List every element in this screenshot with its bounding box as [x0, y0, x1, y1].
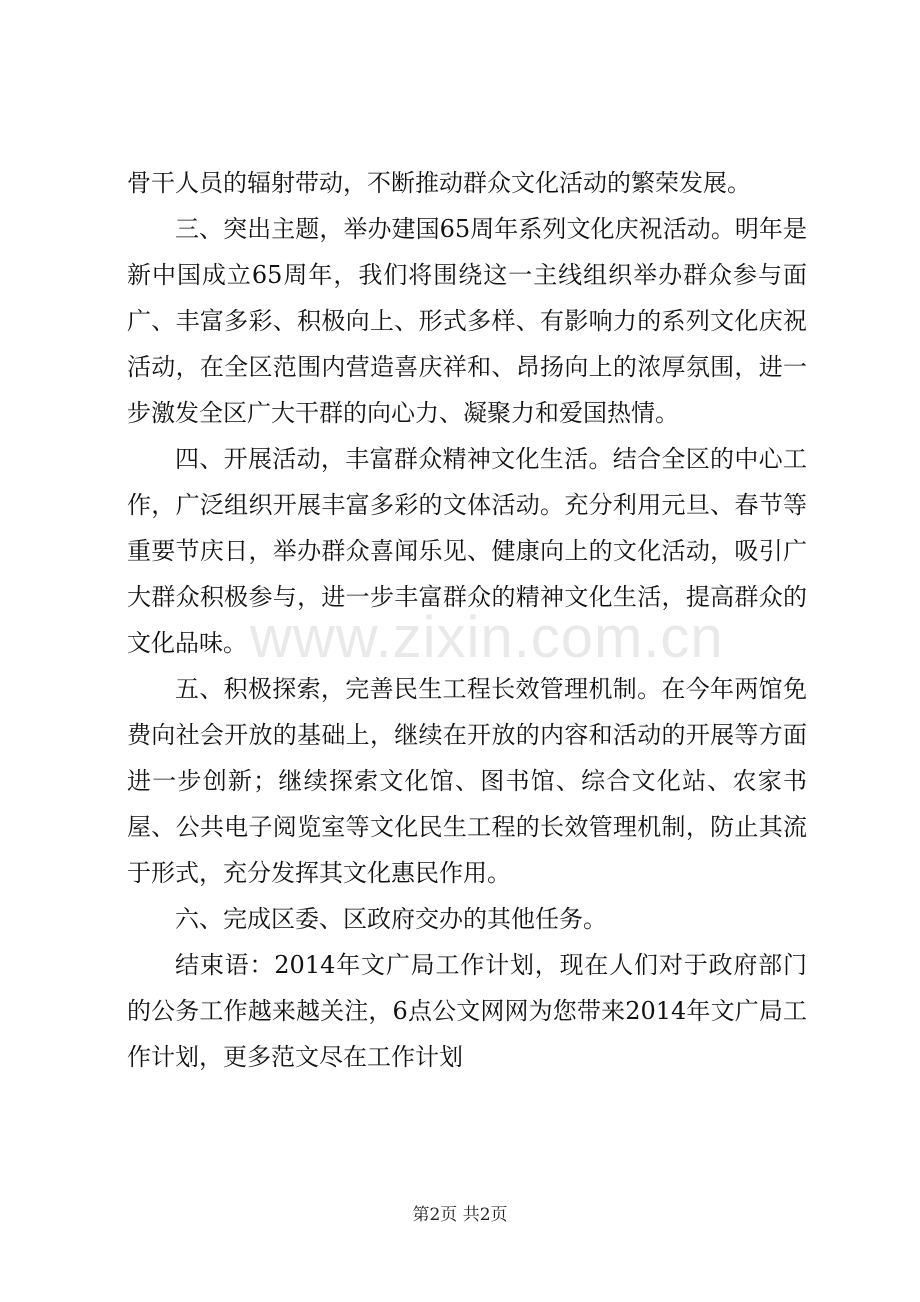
paragraph-section-3: 三、突出主题，举办建国65周年系列文化庆祝活动。明年是新中国成立65周年，我们将围绕这一主线组织举办群众参与面广、丰富多彩、积极向上、形式多样、有影响力的系列文化庆祝活动，在全区范围内营造喜庆祥和、昂扬向上的浓厚氛围，进一步激发全区广大干群的向心力、凝聚力和爱国热情。 [127, 215, 807, 427]
paragraph-section-4: 四、开展活动，丰富群众精神文化生活。结合全区的中心工作，广泛组织开展丰富多彩的文体活动。充分利用元旦、春节等重要节庆日，举办群众喜闻乐见、健康向上的文化活动，吸引广大群众积极参与，进一步丰富群众的精神文化生活，提高群众的文化品味。 [127, 445, 807, 657]
paragraph-section-5: 五、积极探索，完善民生工程长效管理机制。在今年两馆免费向社会开放的基础上，继续在开放的内容和活动的开展等方面进一步创新；继续探索文化馆、图书馆、综合文化站、农家书屋、公共电子阅览室等文化民生工程的长效管理机制，防止其流于形式，充分发挥其文化惠民作用。 [127, 675, 807, 887]
page-number-footer: 第2页 共2页 [412, 1205, 508, 1225]
document-body [127, 160, 807, 1080]
paragraph-continuation: 骨干人员的辐射带动，不断推动群众文化活动的繁荣发展。 [127, 169, 751, 197]
paragraph-section-6: 六、完成区委、区政府交办的其他任务。 [175, 905, 607, 933]
paragraph-conclusion: 结束语：2014年文广局工作计划，现在人们对于政府部门的公务工作越来越关注，6点公文网网为您带来2014年文广局工作计划，更多范文尽在工作计划 [127, 951, 807, 1071]
watermark-text: www.zixin.com.cn [250, 605, 724, 670]
